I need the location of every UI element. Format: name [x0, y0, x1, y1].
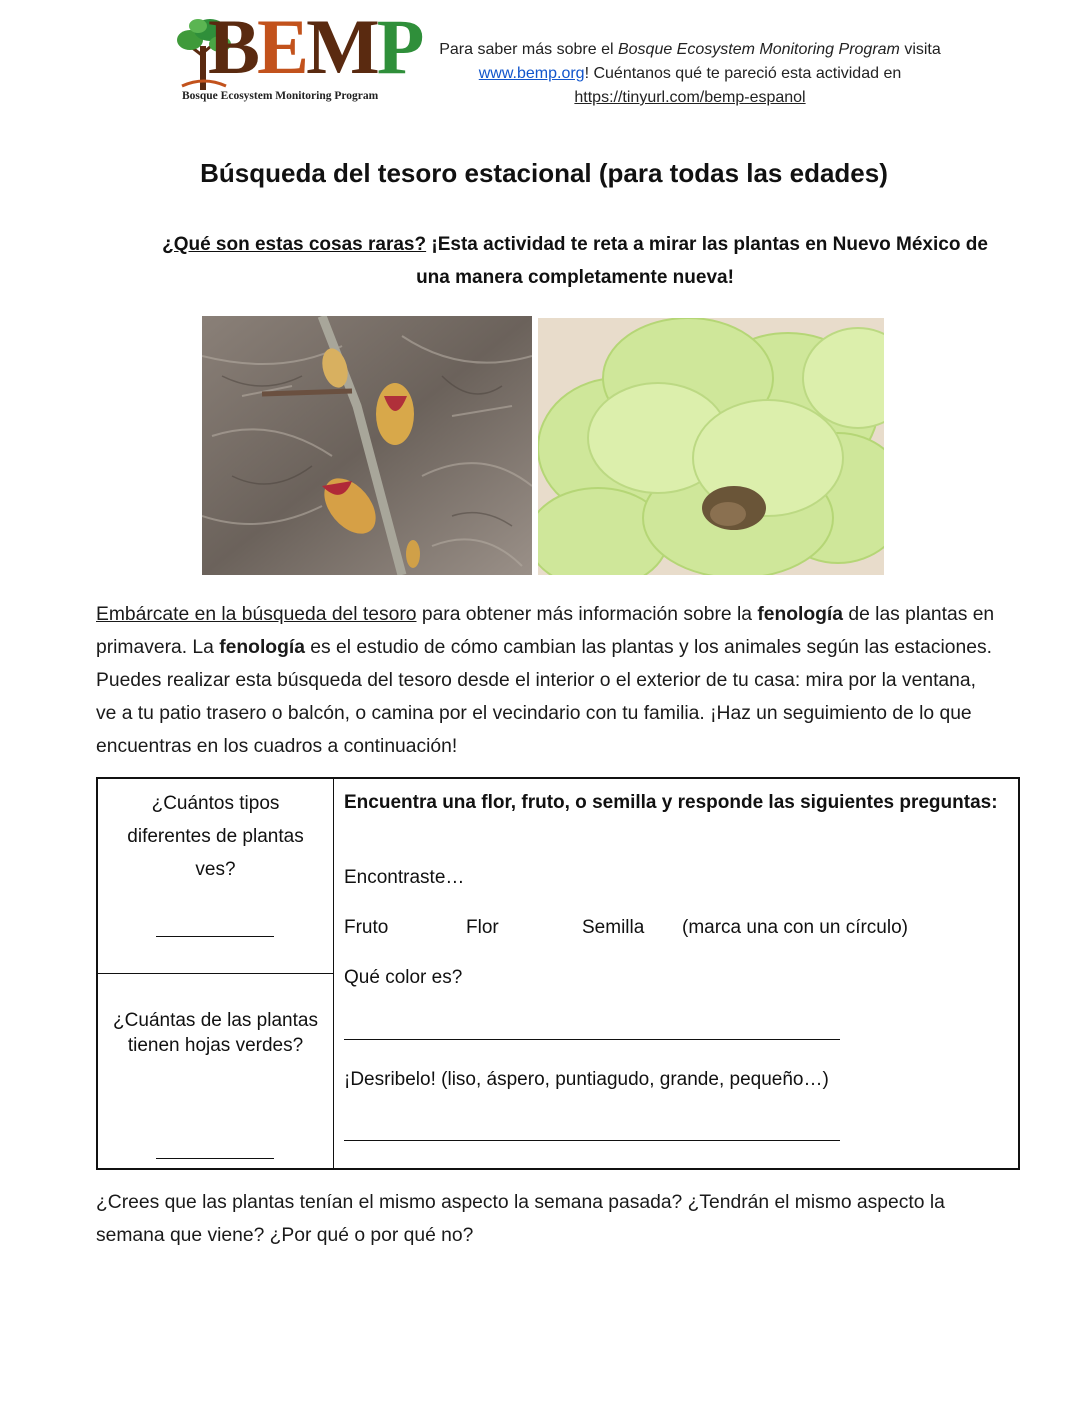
intro-question: ¿Qué son estas cosas raras?: [162, 234, 427, 255]
logo-subtitle: Bosque Ecosystem Monitoring Program: [182, 90, 379, 102]
plant-buds-photo: [202, 316, 532, 575]
plant-types-cell: [98, 779, 334, 974]
plant-types-answer-blank[interactable]: [156, 936, 274, 937]
bemp-logo: [176, 3, 422, 106]
describe-answer-blank[interactable]: [344, 1140, 840, 1141]
program-name: Bosque Ecosystem Monitoring Program: [617, 41, 900, 58]
found-label: Encontraste…: [344, 867, 465, 888]
plant-types-question: ¿Cuántos tipos diferentes de plantas ves?: [127, 793, 304, 880]
header-note: Para saber más sobre el Bosque Ecosystem Monitoring Program visita www.bemp.org! Cuéntanos qué te pareció esta actividad en https://tinyurl.com/bemp-espanol: [439, 41, 941, 106]
green-leaves-cell: [98, 974, 334, 1168]
green-leaves-answer-blank[interactable]: [156, 1158, 274, 1159]
body-paragraph: Embárcate en la búsqueda del tesoro para obtener más información sobre la fenología de las plantas en primavera. La fenología es el estudio de cómo cambian las plantas y los animales según las estaciones. Puedes realizar esta búsqueda del tesoro desde el interior o el exterior de tu casa: mira por la ventana, ve a tu patio trasero o balcón, o camina por el vecindario con tu familia. ¡Haz un seguimiento de lo que encuentras en los cuadros a continuación!: [96, 604, 995, 757]
green-seed-pods-photo: [538, 318, 884, 575]
logo-wordmark: BEMP: [208, 3, 422, 90]
worksheet-table: [96, 777, 1020, 1170]
options-note: (marca una con un círculo): [682, 917, 908, 938]
color-answer-blank[interactable]: [344, 1039, 840, 1040]
option-fruit[interactable]: Fruto: [344, 917, 389, 938]
color-question: Qué color es?: [344, 967, 463, 988]
scavenger-hunt-link[interactable]: Embárcate en la búsqueda del tesoro: [96, 604, 417, 625]
find-item-cell: [334, 779, 1018, 1168]
page-title: Búsqueda del tesoro estacional (para todas las edades): [200, 158, 888, 188]
bemp-website-link[interactable]: www.bemp.org: [478, 65, 585, 82]
intro-text: ¿Qué son estas cosas raras? ¡Esta actividad te reta a mirar las plantas en Nuevo México de una manera completamente nueva!: [162, 234, 988, 288]
feedback-link[interactable]: https://tinyurl.com/bemp-espanol: [574, 89, 806, 106]
option-seed[interactable]: Semilla: [582, 917, 645, 938]
option-flower[interactable]: Flor: [466, 917, 499, 938]
find-item-heading: Encuentra una flor, fruto, o semilla y responde las siguientes preguntas:: [344, 792, 998, 813]
green-leaves-question: ¿Cuántas de las plantas tienen hojas verdes?: [113, 1010, 318, 1056]
closing-question: ¿Crees que las plantas tenían el mismo aspecto la semana pasada? ¿Tendrán el mismo aspecto la semana que viene? ¿Por qué o por qué no?: [96, 1192, 945, 1246]
describe-question: ¡Desribelo! (liso, áspero, puntiagudo, grande, pequeño…): [344, 1069, 829, 1090]
